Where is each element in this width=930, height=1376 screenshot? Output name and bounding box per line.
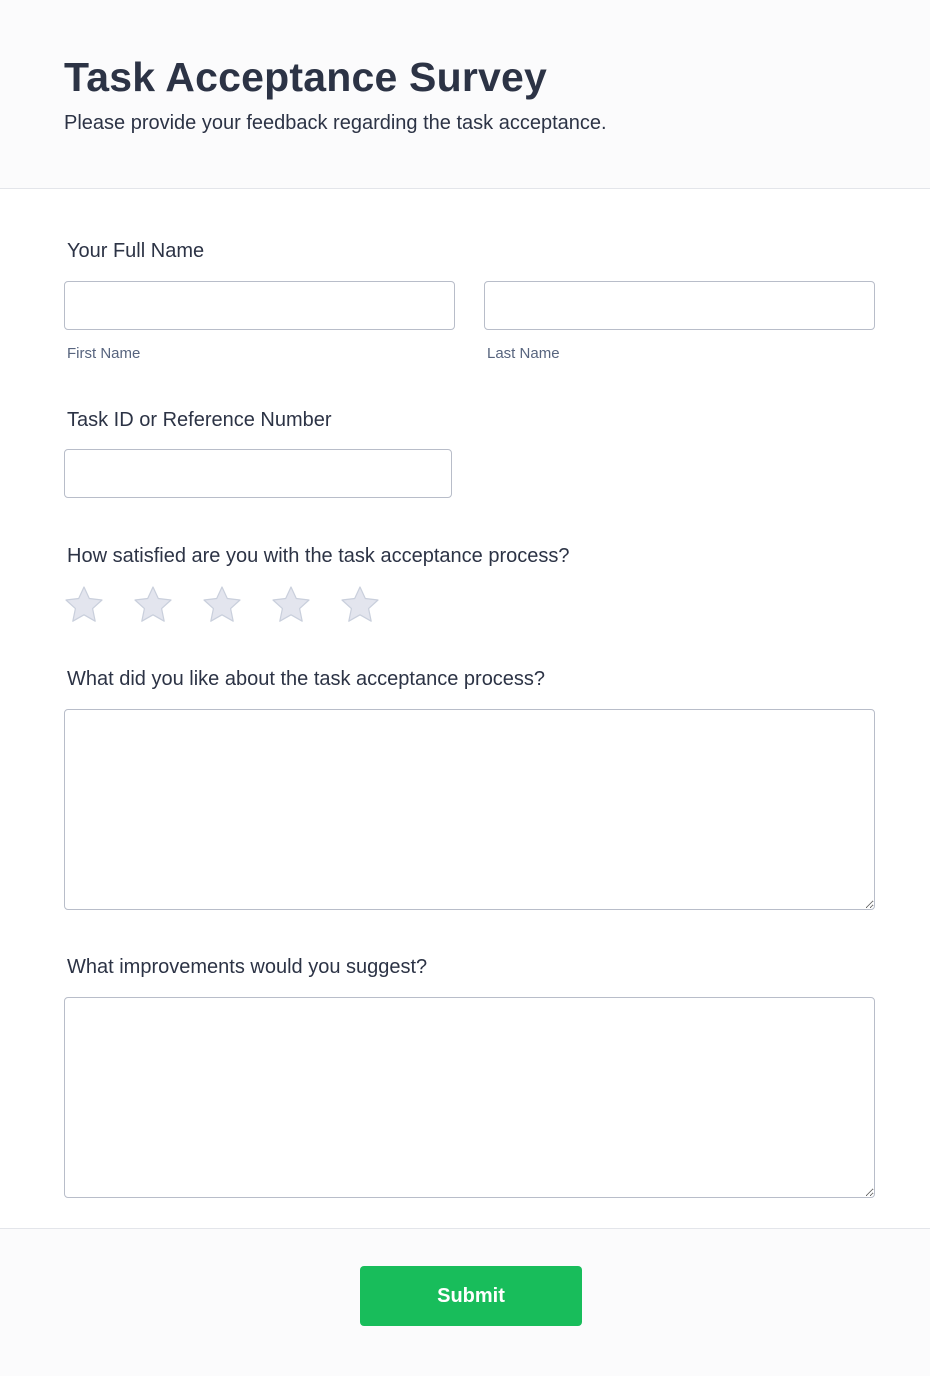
star-rating [64, 585, 409, 625]
last-name-sublabel: Last Name [487, 345, 560, 362]
form-header [0, 0, 930, 189]
full-name-label: Your Full Name [67, 240, 205, 262]
star-icon[interactable] [202, 585, 242, 625]
improvements-label: What improvements would you suggest? [67, 956, 428, 978]
submit-button[interactable]: Submit [360, 1266, 582, 1326]
satisfaction-label: How satisfied are you with the task acceptance process? [67, 545, 570, 567]
liked-textarea[interactable] [64, 709, 875, 910]
star-icon[interactable] [133, 585, 173, 625]
star-icon[interactable] [64, 585, 104, 625]
last-name-input[interactable] [484, 281, 875, 330]
form-title: Task Acceptance Survey [64, 54, 547, 100]
star-icon[interactable] [340, 585, 380, 625]
task-id-input[interactable] [64, 449, 452, 498]
liked-label: What did you like about the task acceptance process? [67, 668, 546, 690]
form-subtitle: Please provide your feedback regarding the task acceptance. [64, 112, 607, 134]
task-id-label: Task ID or Reference Number [67, 409, 332, 431]
improvements-textarea[interactable] [64, 997, 875, 1198]
first-name-sublabel: First Name [67, 345, 141, 362]
first-name-input[interactable] [64, 281, 455, 330]
star-icon[interactable] [271, 585, 311, 625]
